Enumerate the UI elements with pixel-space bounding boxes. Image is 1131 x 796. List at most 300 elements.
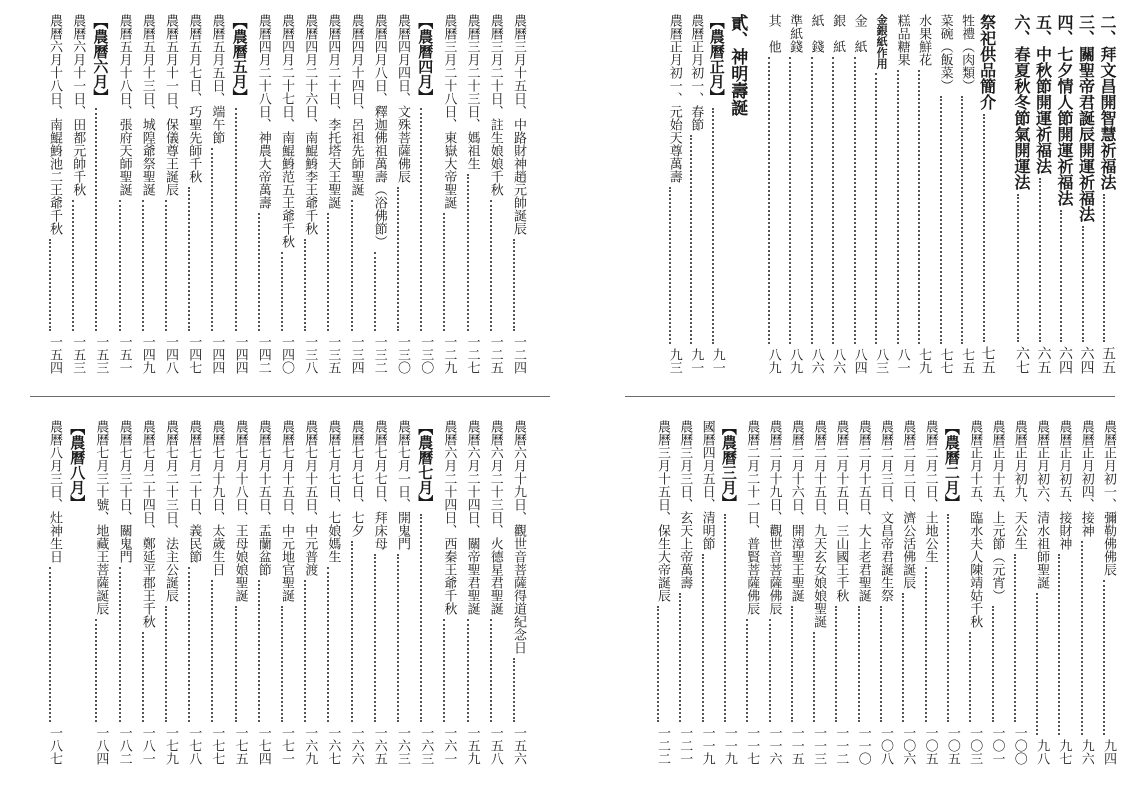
toc-entry-title: 農曆四月八日、釋迦佛祖萬壽（浴佛節） (371, 14, 387, 248)
toc-entry (951, 14, 973, 374)
toc-entry-title: 農曆四月二十日、李托塔天王聖誕 (325, 14, 341, 209)
toc-entry-title: 水果鮮花 (916, 14, 932, 66)
toc-entry (1048, 420, 1070, 765)
dot-leader (992, 606, 994, 722)
toc-page-number: 一一〇 (855, 726, 871, 765)
toc-page-number: 一二二 (655, 726, 670, 765)
dot-leader (490, 200, 492, 331)
dot-leader (1058, 554, 1060, 735)
toc-page-number: 七七 (937, 348, 953, 374)
toc-entry (973, 14, 995, 374)
toc-entry-title: 糕品糖果 (894, 14, 910, 66)
dot-leader (119, 200, 121, 331)
toc-page-number: 一六五 (371, 726, 387, 765)
toc-entry (248, 420, 270, 765)
toc-entry (364, 14, 386, 374)
toc-page-number: 一五九 (464, 726, 480, 765)
toc-entry-title: 農曆五月十八日、張府天師聖誕 (116, 14, 132, 196)
toc-page-number: 一四四 (232, 335, 248, 374)
toc-entry-title: 農曆七月三十日、關鬼門 (116, 420, 132, 563)
toc-entry (85, 420, 107, 765)
toc-entry (669, 420, 691, 765)
toc-entry-title: 金銀紙作用 (875, 14, 889, 69)
dot-leader (513, 239, 515, 331)
toc-entry-title: 農曆七月七日、拜床母 (371, 420, 387, 550)
dot-leader (397, 554, 399, 722)
toc-page-number: 九八 (1034, 739, 1050, 765)
toc-entry (387, 14, 409, 374)
toc-entry (132, 420, 154, 765)
toc-entry-title: 五、中秋節開運祈福法 (1033, 14, 1053, 174)
toc-entry-title: 農曆正月初一、春節 (688, 14, 704, 131)
toc-page-number: 一七八 (186, 726, 202, 765)
toc-entry-title: 農曆五月七日、巧聖先師千秋 (186, 14, 202, 183)
toc-page-number: 一一二 (833, 726, 849, 765)
toc-page-number: 八一 (894, 348, 910, 374)
toc-page-number: 一〇五 (922, 726, 938, 765)
toc-entry (271, 14, 293, 374)
dot-leader (281, 252, 283, 331)
toc-page-number: 九一 (709, 348, 725, 374)
toc-entry-title: 準紙錢 (787, 14, 803, 53)
dot-leader (1082, 226, 1084, 342)
dot-leader (875, 73, 877, 344)
toc-page-number: 一七一 (279, 726, 294, 765)
toc-entry (201, 420, 223, 765)
toc-entry-title: 農曆二月三日、文昌帝君誕生祭 (878, 420, 893, 602)
dot-leader (443, 213, 445, 331)
toc-page-number: 一一九 (699, 726, 715, 765)
dot-leader (374, 554, 376, 722)
month-heading (714, 420, 736, 765)
toc-entry-title: 【農曆四月】 (416, 14, 435, 104)
dot-leader (768, 57, 770, 344)
toc-entry (433, 14, 455, 374)
toc-entry-title: 農曆七月七日、七夕 (348, 420, 364, 537)
toc-entry-title: 農曆二月二日、土地公生 (922, 420, 938, 563)
dot-leader (49, 567, 51, 722)
dot-leader (969, 632, 971, 722)
toc-entry (844, 14, 866, 374)
toc-entry (801, 14, 823, 374)
toc-right-top (640, 14, 1115, 374)
dot-leader (724, 514, 726, 722)
toc-page-number: 一二四 (511, 335, 526, 374)
toc-page-number: 一八一 (139, 726, 155, 765)
toc-entry (758, 14, 780, 374)
toc-page-number: 一三五 (325, 335, 341, 374)
toc-entry (1004, 420, 1026, 765)
dot-leader (1014, 554, 1016, 722)
dot-leader (374, 252, 376, 331)
toc-entry-title: 農曆七月七日、七娘媽生 (325, 420, 341, 563)
dot-leader (420, 514, 422, 722)
toc-entry (680, 14, 702, 374)
toc-entry (915, 420, 937, 765)
left-page-divider (30, 396, 550, 397)
toc-page-number: 六四 (1057, 346, 1073, 374)
dot-leader (669, 187, 671, 344)
toc-entry-title: 農曆二月十九日、觀世音菩薩佛辰 (766, 420, 782, 615)
toc-entry (870, 420, 892, 765)
toc-entry (480, 14, 502, 374)
toc-page-number: 一四七 (186, 335, 202, 374)
toc-entry (341, 420, 363, 765)
toc-entry (848, 420, 870, 765)
toc-entry (959, 420, 981, 765)
toc-page-number: 一三八 (302, 335, 318, 374)
toc-page-number: 一〇六 (900, 726, 916, 765)
dot-leader (142, 632, 144, 722)
toc-entry (155, 14, 177, 374)
dot-leader (327, 213, 329, 331)
toc-entry-title: 農曆三月十五日、保生大帝誕辰 (655, 420, 670, 602)
toc-entry-title: 六、春夏秋冬節氣開運法 (1012, 14, 1031, 190)
toc-entry-title: 農曆二月十五日、九天玄女娘娘聖誕 (811, 420, 827, 628)
toc-page-number: 九一 (688, 348, 704, 374)
dot-leader (712, 108, 714, 344)
dot-leader (832, 57, 834, 344)
toc-entry (779, 14, 801, 374)
toc-page-number: 一一九 (721, 726, 737, 765)
dot-leader (188, 567, 190, 722)
dot-leader (513, 658, 515, 722)
dot-leader (858, 606, 860, 722)
dot-leader (940, 96, 942, 344)
dot-leader (165, 200, 167, 331)
dot-leader (1081, 541, 1083, 735)
toc-page-number: 八六 (830, 348, 846, 374)
toc-entry (62, 14, 84, 374)
toc-page-number: 一五三 (70, 335, 86, 374)
toc-page-number: 一二七 (464, 335, 480, 374)
toc-entry-title: 農曆四月二十七日、南鯤鯓范五王爺千秋 (279, 14, 294, 248)
toc-page-number: 一四九 (139, 335, 155, 374)
dot-leader (119, 567, 121, 722)
toc-page-number: 一六一 (441, 726, 457, 765)
dot-leader (72, 200, 74, 331)
toc-entry (178, 14, 200, 374)
toc-entry (692, 420, 714, 765)
toc-page-number: 一二一 (677, 726, 693, 765)
dot-leader (258, 580, 260, 722)
toc-entry-title: 農曆三月二十八日、東嶽大帝聖誕 (441, 14, 457, 209)
dot-leader (983, 114, 985, 342)
toc-entry-title: 貳、神明壽誕 (727, 14, 748, 116)
dot-leader (95, 619, 97, 722)
toc-entry (109, 14, 131, 374)
toc-entry-title: 農曆三月二十三日、媽祖生 (464, 14, 480, 170)
dot-leader (1103, 194, 1105, 342)
toc-page-number: 一七五 (232, 726, 248, 765)
toc-page-number: 一一六 (766, 726, 782, 765)
toc-page-number: 一八四 (93, 726, 109, 765)
toc-entry (887, 14, 909, 374)
toc-entry-title: 農曆七月十五日、中元地官聖誕 (279, 420, 294, 602)
toc-entry-title: 農曆二月二日、濟公活佛誕辰 (900, 420, 916, 589)
toc-page-number: 一七九 (163, 726, 178, 765)
toc-entry (1093, 14, 1115, 374)
toc-page-number: 一五六 (511, 726, 526, 765)
month-heading (85, 14, 110, 374)
toc-page-number: 一二九 (441, 335, 457, 374)
toc-entry-title: 農曆七月二十四日、鄭延平郡王千秋 (139, 420, 155, 628)
toc-entry-title: 農曆七月二十三日、法主公誕辰 (163, 420, 178, 602)
toc-entry-title: 農曆七月二十日、義民節 (186, 420, 202, 563)
month-heading (410, 420, 435, 765)
toc-page-number: 一六七 (325, 726, 341, 765)
toc-entry-title: 農曆七月三十號、地藏王菩薩誕辰 (93, 420, 109, 615)
dot-leader (49, 239, 51, 331)
toc-entry (248, 14, 270, 374)
toc-entry-title: 農曆正月初一、元始天尊萬壽 (666, 14, 682, 183)
toc-entry-title: 【農曆六月】 (91, 14, 110, 104)
dot-leader (165, 606, 167, 722)
toc-page-number: 一二五 (487, 335, 503, 374)
toc-entry-title: 農曆五月十一日、保儀尊王誕辰 (163, 14, 178, 196)
toc-entry (225, 420, 247, 765)
dot-leader (789, 57, 791, 344)
toc-page-number: 一七四 (255, 726, 271, 765)
toc-page-number: 一六六 (348, 726, 364, 765)
toc-entry-title: 【農曆五月】 (230, 14, 249, 104)
toc-entry (503, 420, 525, 765)
dot-leader (258, 213, 260, 331)
toc-page-number: 九四 (1101, 739, 1116, 765)
toc-entry (659, 14, 681, 374)
toc-page-number: 七五 (979, 346, 996, 374)
toc-entry-title: 農曆七月十八日、王母娘娘聖誕 (232, 420, 248, 602)
toc-entry (736, 420, 758, 765)
toc-page-number: 九六 (1078, 739, 1094, 765)
toc-entry (865, 14, 887, 374)
dot-leader (351, 200, 353, 331)
section-title (723, 14, 748, 374)
dot-leader (918, 70, 920, 344)
dot-leader (1103, 580, 1105, 735)
dot-leader (281, 606, 283, 722)
toc-page-number: 一八七 (47, 726, 62, 765)
toc-page-number: 一三〇 (395, 335, 410, 374)
toc-entry-title: 農曆六月十八日、南鯤鯓池二王爺千秋 (47, 14, 62, 235)
toc-left-bottom (30, 420, 525, 765)
toc-entry (759, 420, 781, 765)
toc-entry-title: 農曆五月十三日、城隍爺祭聖誕 (139, 14, 155, 196)
dot-leader (211, 148, 213, 331)
toc-entry (364, 420, 386, 765)
toc-entry-title: 農曆六月二十三日、火德星君聖誕 (487, 420, 503, 615)
toc-page-number: 一〇八 (878, 726, 893, 765)
toc-entry (155, 420, 177, 765)
toc-entry-title: 國曆四月五日、清明節 (699, 420, 715, 550)
toc-page-number: 一三〇 (418, 335, 434, 374)
dot-leader (813, 632, 815, 722)
toc-entry (317, 14, 339, 374)
toc-entry (39, 14, 61, 374)
month-heading (937, 420, 959, 765)
toc-entry-title: 農曆七月一日、開鬼門 (395, 420, 410, 550)
dot-leader (142, 200, 144, 331)
toc-entry-title: 農曆正月初四、接神 (1078, 420, 1094, 537)
toc-left-top (30, 14, 525, 374)
toc-entry (457, 14, 479, 374)
dot-leader (304, 239, 306, 331)
toc-entry-title: 農曆七月十五日、盂蘭盆節 (255, 420, 271, 576)
toc-entry (39, 420, 61, 765)
toc-entry-title: 農曆正月初五、接財神 (1056, 420, 1072, 550)
toc-entry-title: 農曆六月十九日、觀世音菩薩得道紀念日 (511, 420, 526, 654)
toc-entry-title: 菜碗（飯菜） (937, 14, 953, 92)
dot-leader (467, 619, 469, 722)
toc-page-number: 一〇一 (989, 726, 1005, 765)
toc-entry (480, 420, 502, 765)
toc-entry (271, 420, 293, 765)
dot-leader (769, 619, 771, 722)
toc-page-number: 一〇五 (944, 726, 960, 765)
toc-entry (1007, 14, 1029, 374)
toc-entry-title: 銀 紙 (830, 14, 846, 53)
toc-page-number: 一八二 (116, 726, 132, 765)
toc-entry-title: 農曆正月十五、臨水夫人陳靖姑千秋 (967, 420, 983, 628)
toc-page-number: 七九 (916, 348, 932, 374)
toc-page-number: 一五一 (116, 335, 132, 374)
dot-leader (835, 606, 837, 722)
toc-entry-title: 農曆七月十五日、中元普渡 (302, 420, 318, 576)
toc-page-number: 一六三 (395, 726, 410, 765)
toc-entry-title: 農曆正月十五、上元節（元宵） (989, 420, 1005, 602)
toc-entry (908, 14, 930, 374)
toc-entry-title: 農曆正月初六、清水祖師聖誕 (1034, 420, 1050, 589)
toc-page-number: 八六 (808, 348, 824, 374)
month-heading (410, 14, 435, 374)
toc-page-number: 一四八 (163, 335, 178, 374)
toc-page-number: 一四〇 (279, 335, 294, 374)
toc-entry (982, 420, 1004, 765)
toc-entry-title: 【農曆正月】 (707, 14, 726, 104)
dot-leader (327, 567, 329, 722)
toc-right-bottom (640, 420, 1115, 765)
toc-entry (341, 14, 363, 374)
toc-entry-title: 二、拜文昌開智慧祈福法 (1098, 14, 1117, 190)
dot-leader (490, 619, 492, 722)
toc-page-number: 一六九 (302, 726, 318, 765)
toc-entry-title: 農曆二月二十一日、普賢菩薩佛辰 (744, 420, 760, 615)
toc-entry-title: 農曆三月二十日、註生娘娘千秋 (487, 14, 503, 196)
toc-entry (201, 14, 223, 374)
toc-entry (825, 420, 847, 765)
toc-page-number: 一一五 (788, 726, 804, 765)
toc-entry-title: 農曆三月三日、玄天上帝萬壽 (677, 420, 693, 589)
dot-leader (897, 70, 899, 344)
toc-entry (109, 420, 131, 765)
toc-page-number: 五五 (1100, 346, 1116, 374)
toc-entry-title: 四、七夕情人節開運祈福法 (1055, 14, 1074, 206)
toc-entry-title: 農曆二月十六日、開漳聖王聖誕 (788, 420, 804, 602)
toc-entry-title: 農曆四月四日、文殊菩薩佛辰 (395, 14, 410, 183)
dot-leader (657, 606, 659, 722)
toc-page-number: 八九 (787, 348, 803, 374)
toc-page-number: 九三 (666, 348, 682, 374)
toc-page-number: 六五 (1035, 346, 1052, 374)
toc-entry-title: 農曆六月二十四日、關帝聖君聖誕 (464, 420, 480, 615)
toc-entry (1050, 14, 1072, 374)
dot-leader (854, 57, 856, 344)
dot-leader (188, 187, 190, 331)
toc-page-number: 八四 (851, 348, 867, 374)
toc-entry-title: 金 紙 (851, 14, 867, 53)
dot-leader (947, 514, 949, 722)
toc-page-number: 一四二 (255, 335, 271, 374)
toc-page-number: 六七 (1014, 346, 1030, 374)
toc-entry (317, 420, 339, 765)
toc-entry (132, 14, 154, 374)
toc-entry (1026, 420, 1048, 765)
dot-leader (235, 606, 237, 722)
toc-entry-title: 農曆七月十九日、太歲生日 (209, 420, 225, 576)
toc-entry-title: 農曆五月五日、端午節 (209, 14, 225, 144)
toc-entry-title: 農曆六月二十四日、西秦王爺千秋 (441, 420, 457, 615)
toc-entry (803, 420, 825, 765)
dot-leader (1036, 593, 1038, 735)
toc-entry-title: 農曆四月十四日、呂祖先師聖誕 (348, 14, 364, 196)
toc-entry (822, 14, 844, 374)
toc-entry-title: 農曆二月十五日、三山國王千秋 (833, 420, 849, 602)
dot-leader (746, 619, 748, 722)
toc-entry (294, 420, 316, 765)
toc-entry-title: 【農曆三月】 (719, 420, 738, 510)
dot-leader (902, 593, 904, 722)
dot-leader (880, 606, 882, 722)
month-heading (225, 14, 247, 374)
dot-leader (791, 606, 793, 722)
toc-entry (1071, 420, 1093, 765)
dot-leader (235, 108, 237, 331)
toc-page-number: 一三二 (371, 335, 387, 374)
dot-leader (351, 541, 353, 722)
toc-page-number: 八九 (765, 348, 781, 374)
toc-page-number: 一三四 (348, 335, 364, 374)
toc-entry (647, 420, 669, 765)
toc-entry (892, 420, 914, 765)
toc-entry-title: 【農曆七月】 (416, 420, 435, 510)
month-heading (62, 420, 87, 765)
dot-leader (811, 57, 813, 344)
toc-page-number: 一〇〇 (1011, 726, 1027, 765)
toc-page-number: 一一七 (744, 726, 760, 765)
dot-leader (679, 593, 681, 722)
dot-leader (961, 96, 963, 344)
dot-leader (467, 174, 469, 331)
toc-entry (294, 14, 316, 374)
dot-leader (95, 108, 97, 331)
dot-leader (690, 135, 692, 344)
toc-entry-title: 農曆八月三日、灶神生日 (47, 420, 62, 563)
toc-page-number: 一五三 (93, 335, 109, 374)
toc-entry (503, 14, 525, 374)
right-page-divider (625, 396, 1115, 397)
toc-entry-title: 紙 錢 (808, 14, 824, 53)
toc-entry-title: 農曆四月二十六日、南鯤鯓李王爺千秋 (302, 14, 318, 235)
dot-leader (702, 554, 704, 722)
dot-leader (397, 187, 399, 331)
toc-entry-title: 其 他 (765, 14, 781, 53)
toc-entry-title: 農曆正月初一、彌勒佛佛辰 (1101, 420, 1116, 576)
dot-leader (420, 108, 422, 331)
toc-page-number: 八三 (873, 348, 889, 374)
toc-entry (1093, 420, 1115, 765)
toc-page-number: 一〇三 (967, 726, 983, 765)
dot-leader (925, 567, 927, 722)
